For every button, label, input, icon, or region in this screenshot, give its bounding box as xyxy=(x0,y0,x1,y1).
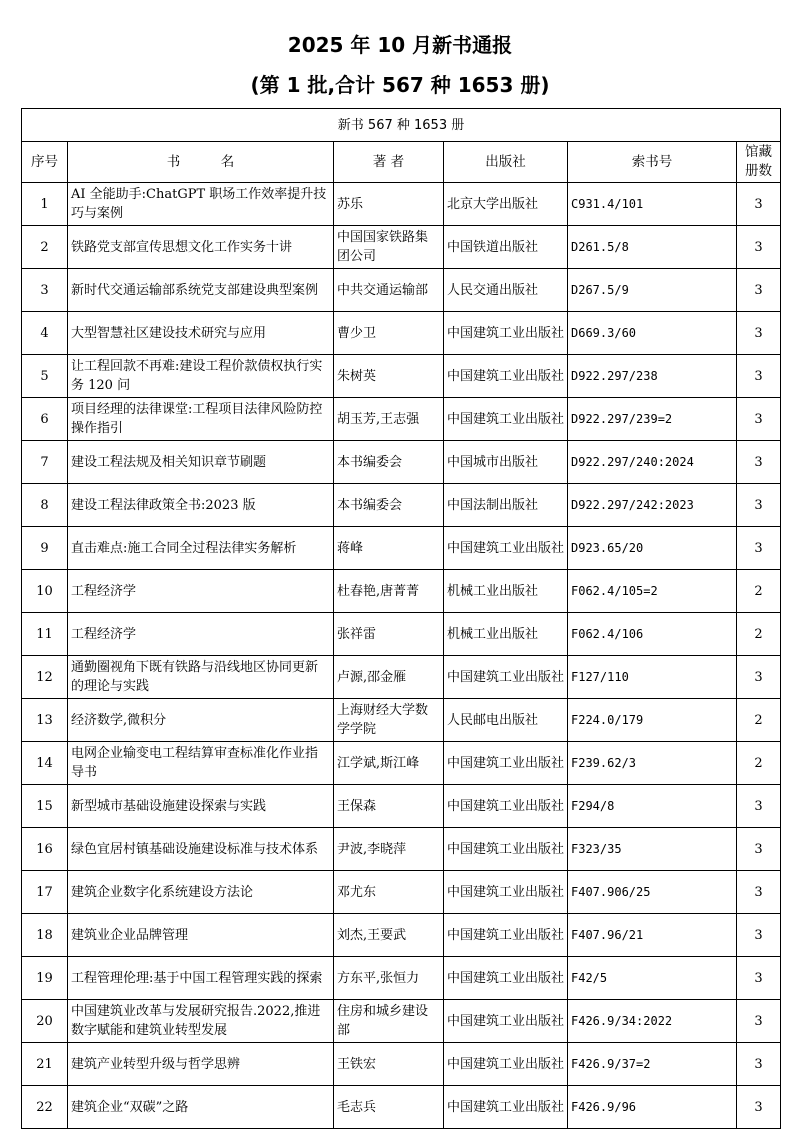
cell-author: 毛志兵 xyxy=(334,1086,444,1129)
cell-author: 王保森 xyxy=(334,785,444,828)
cell-copies: 3 xyxy=(737,1000,781,1043)
cell-callno: D267.5/9 xyxy=(568,269,737,312)
cell-publisher: 中国法制出版社 xyxy=(444,484,568,527)
cell-seq: 1 xyxy=(22,183,68,226)
cell-copies: 3 xyxy=(737,441,781,484)
cell-author: 邓尤东 xyxy=(334,871,444,914)
cell-author: 方东平,张恒力 xyxy=(334,957,444,1000)
cell-title: 大型智慧社区建设技术研究与应用 xyxy=(68,312,334,355)
cell-callno: F426.9/37=2 xyxy=(568,1043,737,1086)
column-header-copies xyxy=(737,142,781,183)
cell-publisher: 人民交通出版社 xyxy=(444,269,568,312)
table-row xyxy=(22,828,781,871)
table-row xyxy=(22,398,781,441)
cell-author: 上海财经大学数学学院 xyxy=(334,699,444,742)
column-header-title: 书 名 xyxy=(68,142,334,183)
cell-seq: 14 xyxy=(22,742,68,785)
cell-title: 建设工程法律政策全书:2023 版 xyxy=(68,484,334,527)
cell-seq: 22 xyxy=(22,1086,68,1129)
table-row xyxy=(22,312,781,355)
cell-copies: 3 xyxy=(737,1086,781,1129)
cell-seq: 19 xyxy=(22,957,68,1000)
cell-seq: 6 xyxy=(22,398,68,441)
cell-publisher: 中国铁道出版社 xyxy=(444,226,568,269)
cell-callno: D922.297/238 xyxy=(568,355,737,398)
cell-publisher: 中国建筑工业出版社 xyxy=(444,656,568,699)
cell-callno: F062.4/106 xyxy=(568,613,737,656)
table-row xyxy=(22,441,781,484)
cell-author: 王铁宏 xyxy=(334,1043,444,1086)
cell-seq: 8 xyxy=(22,484,68,527)
table-row xyxy=(22,183,781,226)
cell-copies: 3 xyxy=(737,785,781,828)
page-subtitle: (第 1 批,合计 567 种 1653 册) xyxy=(250,73,550,97)
cell-seq: 5 xyxy=(22,355,68,398)
table-row xyxy=(22,1043,781,1086)
cell-copies: 3 xyxy=(737,312,781,355)
column-header-seq: 序号 xyxy=(22,142,68,183)
cell-callno: F062.4/105=2 xyxy=(568,570,737,613)
cell-author: 本书编委会 xyxy=(334,484,444,527)
cell-author: 尹波,李晓萍 xyxy=(334,828,444,871)
cell-publisher: 中国建筑工业出版社 xyxy=(444,828,568,871)
cell-seq: 12 xyxy=(22,656,68,699)
cell-seq: 21 xyxy=(22,1043,68,1086)
cell-title: 绿色宜居村镇基础设施建设标准与技术体系 xyxy=(68,828,334,871)
cell-callno: F239.62/3 xyxy=(568,742,737,785)
cell-author: 卢源,邵金雁 xyxy=(334,656,444,699)
cell-title: 建筑企业“双碳”之路 xyxy=(68,1086,334,1129)
cell-seq: 4 xyxy=(22,312,68,355)
cell-author: 本书编委会 xyxy=(334,441,444,484)
cell-callno: D922.297/240:2024 xyxy=(568,441,737,484)
table-row xyxy=(22,1000,781,1043)
table-caption-row xyxy=(22,109,781,142)
cell-seq: 11 xyxy=(22,613,68,656)
cell-author: 刘杰,王要武 xyxy=(334,914,444,957)
table-row xyxy=(22,570,781,613)
cell-copies: 3 xyxy=(737,269,781,312)
cell-copies: 3 xyxy=(737,484,781,527)
cell-seq: 10 xyxy=(22,570,68,613)
cell-seq: 18 xyxy=(22,914,68,957)
cell-title: 经济数学,微积分 xyxy=(68,699,334,742)
cell-title: 工程管理伦理:基于中国工程管理实践的探索 xyxy=(68,957,334,1000)
cell-copies: 3 xyxy=(737,828,781,871)
cell-copies: 2 xyxy=(737,742,781,785)
cell-author: 胡玉芳,王志强 xyxy=(334,398,444,441)
cell-title: 电网企业输变电工程结算审查标准化作业指导书 xyxy=(68,742,334,785)
cell-copies: 3 xyxy=(737,398,781,441)
cell-copies: 2 xyxy=(737,613,781,656)
cell-callno: C931.4/101 xyxy=(568,183,737,226)
cell-seq: 2 xyxy=(22,226,68,269)
column-header-author: 著 者 xyxy=(334,142,444,183)
table-row xyxy=(22,699,781,742)
cell-title: 铁路党支部宣传思想文化工作实务十讲 xyxy=(68,226,334,269)
cell-seq: 9 xyxy=(22,527,68,570)
cell-copies: 3 xyxy=(737,1043,781,1086)
cell-publisher: 中国建筑工业出版社 xyxy=(444,1000,568,1043)
table-row xyxy=(22,484,781,527)
new-books-table xyxy=(21,108,781,1129)
cell-publisher: 中国建筑工业出版社 xyxy=(444,742,568,785)
cell-publisher: 中国建筑工业出版社 xyxy=(444,871,568,914)
cell-publisher: 机械工业出版社 xyxy=(444,613,568,656)
cell-title: 新时代交通运输部系统党支部建设典型案例 xyxy=(68,269,334,312)
cell-copies: 3 xyxy=(737,226,781,269)
cell-callno: F407.96/21 xyxy=(568,914,737,957)
cell-publisher: 中国建筑工业出版社 xyxy=(444,312,568,355)
column-header-copies-top: 馆藏 xyxy=(745,144,773,160)
cell-title: 建设工程法规及相关知识章节刷题 xyxy=(68,441,334,484)
table-row xyxy=(22,527,781,570)
table-row xyxy=(22,1086,781,1129)
table-body xyxy=(22,183,781,1129)
cell-author: 中国国家铁路集团公司 xyxy=(334,226,444,269)
cell-callno: F426.9/96 xyxy=(568,1086,737,1129)
table-row xyxy=(22,226,781,269)
cell-author: 曹少卫 xyxy=(334,312,444,355)
cell-seq: 16 xyxy=(22,828,68,871)
cell-title: 工程经济学 xyxy=(68,613,334,656)
cell-title: 中国建筑业改革与发展研究报告.2022,推进数字赋能和建筑业转型发展 xyxy=(68,1000,334,1043)
cell-publisher: 中国城市出版社 xyxy=(444,441,568,484)
table-row xyxy=(22,742,781,785)
cell-seq: 20 xyxy=(22,1000,68,1043)
cell-callno: F224.0/179 xyxy=(568,699,737,742)
table-row xyxy=(22,355,781,398)
cell-copies: 3 xyxy=(737,914,781,957)
cell-callno: D922.297/242:2023 xyxy=(568,484,737,527)
table-row xyxy=(22,957,781,1000)
cell-publisher: 中国建筑工业出版社 xyxy=(444,527,568,570)
column-header-publisher: 出版社 xyxy=(444,142,568,183)
cell-publisher: 机械工业出版社 xyxy=(444,570,568,613)
cell-callno: D669.3/60 xyxy=(568,312,737,355)
cell-publisher: 人民邮电出版社 xyxy=(444,699,568,742)
cell-title: 新型城市基础设施建设探索与实践 xyxy=(68,785,334,828)
cell-publisher: 中国建筑工业出版社 xyxy=(444,914,568,957)
table-row xyxy=(22,656,781,699)
cell-publisher: 中国建筑工业出版社 xyxy=(444,1043,568,1086)
page-title: 2025 年 10 月新书通报 xyxy=(287,33,513,57)
cell-seq: 15 xyxy=(22,785,68,828)
cell-publisher: 中国建筑工业出版社 xyxy=(444,1086,568,1129)
cell-title: AI 全能助手:ChatGPT 职场工作效率提升技巧与案例 xyxy=(68,183,334,226)
column-header-copies-bottom: 册数 xyxy=(745,163,773,179)
cell-copies: 3 xyxy=(737,871,781,914)
table-row xyxy=(22,269,781,312)
cell-callno: F323/35 xyxy=(568,828,737,871)
cell-publisher: 中国建筑工业出版社 xyxy=(444,398,568,441)
cell-copies: 2 xyxy=(737,570,781,613)
cell-copies: 2 xyxy=(737,699,781,742)
cell-title: 工程经济学 xyxy=(68,570,334,613)
cell-publisher: 中国建筑工业出版社 xyxy=(444,957,568,1000)
cell-title: 建筑产业转型升级与哲学思辨 xyxy=(68,1043,334,1086)
cell-author: 张祥雷 xyxy=(334,613,444,656)
cell-author: 江学斌,斯江峰 xyxy=(334,742,444,785)
cell-title: 建筑业企业品牌管理 xyxy=(68,914,334,957)
cell-seq: 13 xyxy=(22,699,68,742)
cell-seq: 3 xyxy=(22,269,68,312)
cell-title: 直击难点:施工合同全过程法律实务解析 xyxy=(68,527,334,570)
cell-seq: 7 xyxy=(22,441,68,484)
cell-copies: 3 xyxy=(737,355,781,398)
cell-seq: 17 xyxy=(22,871,68,914)
cell-title: 让工程回款不再难:建设工程价款债权执行实务 120 问 xyxy=(68,355,334,398)
cell-callno: D922.297/239=2 xyxy=(568,398,737,441)
cell-author: 蒋峰 xyxy=(334,527,444,570)
cell-publisher: 中国建筑工业出版社 xyxy=(444,785,568,828)
cell-publisher: 北京大学出版社 xyxy=(444,183,568,226)
cell-copies: 3 xyxy=(737,183,781,226)
cell-copies: 3 xyxy=(737,527,781,570)
table-caption: 新书 567 种 1653 册 xyxy=(22,109,781,142)
table-row xyxy=(22,871,781,914)
cell-callno: D923.65/20 xyxy=(568,527,737,570)
cell-copies: 3 xyxy=(737,957,781,1000)
cell-title: 项目经理的法律课堂:工程项目法律风险防控操作指引 xyxy=(68,398,334,441)
cell-callno: D261.5/8 xyxy=(568,226,737,269)
cell-author: 住房和城乡建设部 xyxy=(334,1000,444,1043)
cell-title: 通勤圈视角下既有铁路与沿线地区协同更新的理论与实践 xyxy=(68,656,334,699)
table-row xyxy=(22,785,781,828)
cell-callno: F294/8 xyxy=(568,785,737,828)
cell-callno: F407.906/25 xyxy=(568,871,737,914)
cell-callno: F426.9/34:2022 xyxy=(568,1000,737,1043)
cell-author: 杜春艳,唐菁菁 xyxy=(334,570,444,613)
table-header-row xyxy=(22,142,781,183)
cell-callno: F42/5 xyxy=(568,957,737,1000)
cell-author: 苏乐 xyxy=(334,183,444,226)
column-header-callno: 索书号 xyxy=(568,142,737,183)
cell-author: 朱树英 xyxy=(334,355,444,398)
cell-callno: F127/110 xyxy=(568,656,737,699)
cell-author: 中共交通运输部 xyxy=(334,269,444,312)
cell-copies: 3 xyxy=(737,656,781,699)
cell-publisher: 中国建筑工业出版社 xyxy=(444,355,568,398)
table-row xyxy=(22,613,781,656)
table-row xyxy=(22,914,781,957)
cell-title: 建筑企业数字化系统建设方法论 xyxy=(68,871,334,914)
